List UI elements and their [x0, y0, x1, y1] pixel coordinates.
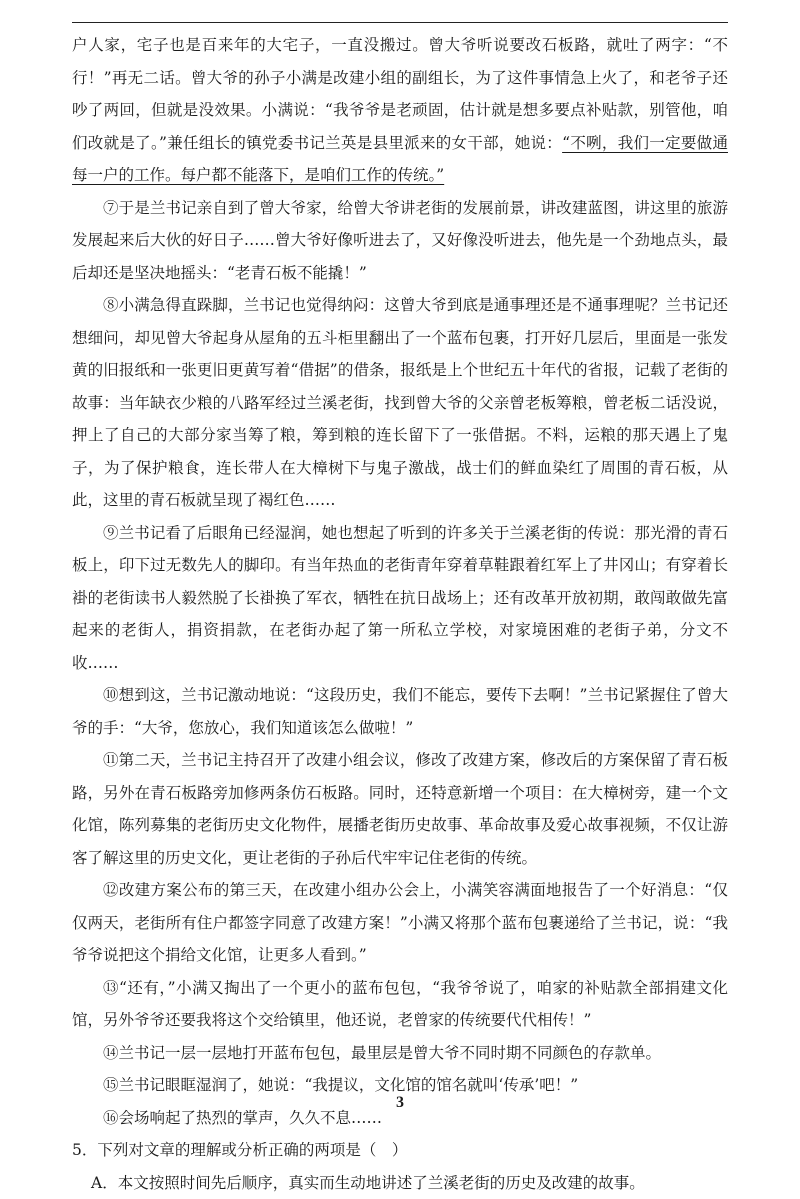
- underlined-quote: “不咧，我们一定要做通每一户的工作。每户都不能落下，是咱们工作的传统。”: [72, 134, 728, 185]
- paragraph-10: ⑩想到这，兰书记激动地说：“这段历史，我们不能忘，要传下去啊！”兰书记紧握住了曾大爷的手：“大爷，您放心，我们知道该怎么做啦！”: [72, 679, 728, 744]
- paragraph-15: ⑮兰书记眼眶湿润了，她说：“我提议，文化馆的馆名就叫‘传承’吧！”: [72, 1069, 728, 1102]
- paragraph-6-continued: [72, 29, 728, 192]
- paragraph-13: ⑬“还有，”小满又掏出了一个更小的蓝布包包，“我爷爷说了，咱家的补贴款全部捐建文化馆，另外爷爷还要我将这个交给镇里，他还说，老曾家的传统要代代相传！”: [72, 972, 728, 1037]
- paragraph-6-text: 户人家，宅子也是百来年的大宅子，一直没搬过。曾大爷听说要改石板路，就吐了两字：“不行！”再无二话。曾大爷的孙子小满是改建小组的副组长，为了这件事情急上火了，和老爷子还吵了两回，但就是没效果。小满说：“我爷爷是老顽固，估计就是想多要点补贴款，别管他，咱们改就是了。”兼任组长的镇党委书记兰英是县里派来的女干部，她说：: [72, 36, 728, 152]
- document-page: [72, 22, 728, 1199]
- question-5-stem: 5．下列对文章的理解或分析正确的两项是（ ）: [72, 1134, 728, 1167]
- paragraph-7: ⑦于是兰书记亲自到了曾大爷家，给曾大爷讲老街的发展前景，讲改建蓝图，讲这里的旅游发展起来后大伙的好日子……曾大爷好像听进去了，又好像没听进去，他先是一个劲地点头，最后却还是坚决地摇头：“老青石板不能撬！”: [72, 192, 728, 290]
- paragraph-8: ⑧小满急得直跺脚，兰书记也觉得纳闷：这曾大爷到底是通事理还是不通事理呢？兰书记还想细问，却见曾大爷起身从屋角的五斗柜里翻出了一个蓝布包裹，打开好几层后，里面是一张发黄的旧报纸和一张更旧更黄写着“借据”的借条，报纸是上个世纪五十年代的省报，记载了老街的故事：当年缺衣少粮的八路军经过兰溪老街，找到曾大爷的父亲曾老板筹粮，曾老板二话没说，押上了自己的大部分家当筹了粮，筹到粮的连长留下了一张借据。不料，运粮的那天遇上了鬼子，为了保护粮食，连长带人在大樟树下与鬼子激战，战士们的鲜血染红了周围的青石板，从此，这里的青石板就呈现了褐红色……: [72, 289, 728, 517]
- paragraph-12: ⑫改建方案公布的第三天，在改建小组办公会上，小满笑容满面地报告了一个好消息：“仅仅两天，老街所有住户都签字同意了改建方案！”小满又将那个蓝布包裹递给了兰书记，说：“我爷爷说把这个捐给文化馆，让更多人看到。”: [72, 874, 728, 972]
- paragraph-14: ⑭兰书记一层一层地打开蓝布包包，最里层是曾大爷不同时期不同颜色的存款单。: [72, 1037, 728, 1070]
- page-number: 3: [0, 1094, 800, 1112]
- question-5-option-a: A．本文按照时间先后顺序，真实而生动地讲述了兰溪老街的历史及改建的故事。: [72, 1167, 728, 1199]
- paragraph-16: ⑯会场响起了热烈的掌声，久久不息……: [72, 1102, 728, 1135]
- paragraph-11: ⑪第二天，兰书记主持召开了改建小组会议，修改了改建方案，修改后的方案保留了青石板路，另外在青石板路旁加修两条仿石板路。同时，还特意新增一个项目：在大樟树旁，建一个文化馆，陈列募集的老街历史文化物件，展播老街历史故事、革命故事及爱心故事视频，不仅让游客了解这里的历史文化，更让老街的子孙后代牢牢记住老街的传统。: [72, 744, 728, 874]
- paragraph-9: ⑨兰书记看了后眼角已经湿润，她也想起了听到的许多关于兰溪老街的传说：那光滑的青石板上，印下过无数先人的脚印。有当年热血的老街青年穿着草鞋跟着红军上了井冈山；有穿着长褂的老街读书人毅然脱了长褂换了军衣，牺牲在抗日战场上；还有改革开放初期，敢闯敢做先富起来的老街人，捐资捐款，在老街办起了第一所私立学校，对家境困难的老街子弟，分文不收……: [72, 517, 728, 680]
- top-rule: [72, 22, 728, 23]
